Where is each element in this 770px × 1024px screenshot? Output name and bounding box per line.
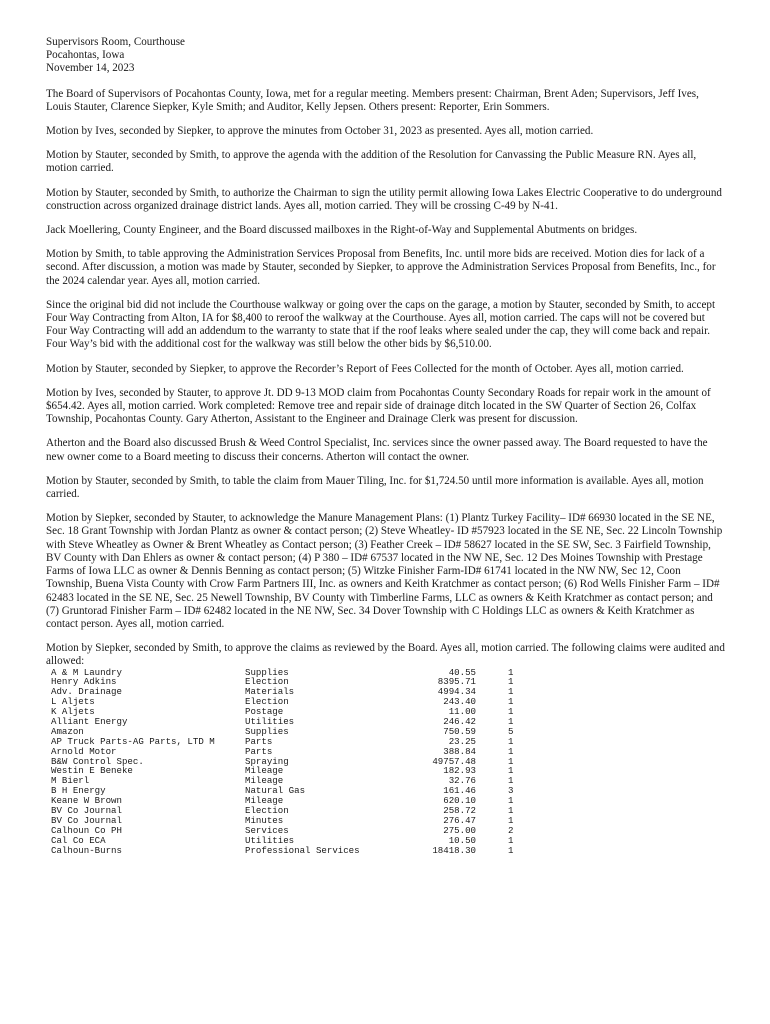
claim-vendor: Amazon xyxy=(51,725,84,737)
claim-count: 1 xyxy=(508,706,514,718)
table-row xyxy=(46,816,726,826)
paragraph-drainage-claim: Motion by Ives, seconded by Stauter, to approve Jt. DD 9-13 MOD claim from Pocahontas County Secondary Roads for repair work in the amount of $654.42. Ayes all, motion carried. Work completed: Remove tree and repair side of drainage ditch located in the SW Quarter of Section 26, Colfax Township, Pocahontas County. Gary Atherton, Assistant to the Engineer and Drainage Clerk was present for discussion. xyxy=(46,386,711,426)
claim-vendor: Adv. Drainage xyxy=(51,686,122,698)
paragraph-manure-plans: Motion by Siepker, seconded by Stauter, to acknowledge the Manure Management Plans: (1) Plantz Turkey Facility– ID# 66930 located in the SE NE, Sec. 18 Grant Township with Jordan Plantz as owner & contact person; (2) Steve Wheatley- ID #57923 located in the SE NE, Sec. 22 Lincoln Township with Steve Wheatley as Owner & Brent Wheatley as Contact person; (3) Feather Creek – ID# 58627 located in the SE SW, Sec. 3 Fairfield Township, BV County with Dan Ehlers as owner & contact person; (4) P 380 – ID# 67537 located in the NW NE, Sec. 12 Des Moines Township with Prestage Farms of Iowa LLC as owner & Dennis Benning as contact person; (5) Witzke Finisher Farm-ID# 61741 located in the NW NW, Sec 12, Coon Township, Buena Vista County with Crow Farm Partners III, Inc. as owners and Keith Kratchmer as contact person; (6) Rod Wells Finisher Farm – ID# 62483 located in the SE NE, Sec. 25 Newell Township, BV County with Timberline Farms, LLC as owners & Keith Kratchmer as contact person; and (7) Gruntorad Finisher Farm – ID# 62482 located in the NE NW, Sec. 34 Dover Township with C Holdings LLC as owners & Keith Kratchmer as contact person. Ayes all, motion carried. xyxy=(46,512,723,630)
claims-table xyxy=(46,668,726,856)
claim-vendor: Calhoun-Burns xyxy=(51,844,122,856)
table-row xyxy=(46,766,726,776)
claim-count: 1 xyxy=(508,814,514,826)
claim-vendor: AP Truck Parts-AG Parts, LTD M xyxy=(51,735,215,747)
table-row xyxy=(46,826,726,836)
claim-purpose: Professional Services xyxy=(245,844,360,856)
claim-vendor: B&W Control Spec. xyxy=(51,755,144,767)
claim-amount: 4994.34 xyxy=(437,686,476,698)
claim-amount: 243.40 xyxy=(443,696,476,708)
table-row xyxy=(46,836,726,846)
claim-purpose: Utilities xyxy=(245,834,295,846)
table-row xyxy=(46,757,726,767)
claim-count: 3 xyxy=(508,785,514,797)
claim-count: 2 xyxy=(508,824,514,836)
table-row xyxy=(46,846,726,856)
paragraph-utility-permit: Motion by Stauter, seconded by Smith, to authorize the Chairman to sign the utility permit allowing Iowa Lakes Electric Cooperative to do underground construction across organized drainage district lands. Ayes all, motion carried. They will be crossing C-49 by N-41. xyxy=(46,186,722,212)
paragraph-walkway-roof: Since the original bid did not include the Courthouse walkway or going over the caps on the garage, a motion by Stauter, seconded by Smith, to accept Four Way Contracting from Alton, IA for $8,400 to reroof the walkway at the Courthouse. Ayes all, motion carried. The caps will not be covered but Four Way Contracting will add an addendum to the warranty to state that if the roof leaks where sealed under the cap, they will come back and repair. Four Way’s bid with the additional cost for the walkway was still below the other bids by $6,510.00. xyxy=(46,298,716,351)
claim-vendor: Alliant Energy xyxy=(51,715,128,727)
claim-vendor: Cal Co ECA xyxy=(51,834,106,846)
claim-amount: 388.84 xyxy=(443,745,476,757)
paragraph-recorder-report: Motion by Stauter, seconded by Siepker, to approve the Recorder’s Report of Fees Collected for the month of October. Ayes all, motion carried. xyxy=(46,362,684,375)
claim-amount: 276.47 xyxy=(443,814,476,826)
claim-purpose: Minutes xyxy=(245,814,284,826)
claim-amount: 182.93 xyxy=(443,765,476,777)
claim-purpose: Utilities xyxy=(245,715,295,727)
claim-vendor: K Aljets xyxy=(51,706,95,718)
document-header xyxy=(46,36,726,76)
claim-vendor: Arnold Motor xyxy=(51,745,117,757)
claim-purpose: Mileage xyxy=(245,795,284,807)
table-row xyxy=(46,668,726,678)
claim-amount: 620.10 xyxy=(443,795,476,807)
meeting-date: November 14, 2023 xyxy=(46,62,135,75)
table-row xyxy=(46,677,726,687)
claim-amount: 23.25 xyxy=(448,735,476,747)
claim-amount: 11.00 xyxy=(448,706,476,718)
claim-count: 5 xyxy=(508,725,514,737)
table-row xyxy=(46,707,726,717)
claim-count: 1 xyxy=(508,775,514,787)
table-row xyxy=(46,687,726,697)
meeting-location: Supervisors Room, Courthouse xyxy=(46,36,185,48)
paragraph-attendance: The Board of Supervisors of Pocahontas County, Iowa, met for a regular meeting. Members present: Chairman, Brent Aden; Supervisors, Jeff Ives, Louis Stauter, Clarence Siepker, Kyle Smith; and Auditor, Kelly Jepsen. Others present: Reporter, Erin Sommers. xyxy=(46,87,699,113)
claim-count: 1 xyxy=(508,735,514,747)
table-row xyxy=(46,786,726,796)
claim-vendor: B H Energy xyxy=(51,785,106,797)
claim-amount: 8395.71 xyxy=(437,676,476,688)
table-row xyxy=(46,697,726,707)
claim-vendor: Keane W Brown xyxy=(51,795,122,807)
table-row xyxy=(46,776,726,786)
claim-amount: 18418.30 xyxy=(432,844,476,856)
claim-count: 1 xyxy=(508,686,514,698)
table-row xyxy=(46,717,726,727)
claim-purpose: Election xyxy=(245,696,289,708)
claim-count: 1 xyxy=(508,696,514,708)
claim-amount: 258.72 xyxy=(443,804,476,816)
paragraph-mauer-tiling: Motion by Stauter, seconded by Smith, to table the claim from Mauer Tiling, Inc. for $1,724.50 until more information is available. Ayes all, motion carried. xyxy=(46,474,704,501)
claim-purpose: Services xyxy=(245,824,289,836)
minutes-document xyxy=(46,36,726,855)
paragraph-agenda-approval: Motion by Stauter, seconded by Smith, to approve the agenda with the addition of the Resolution for Canvassing the Public Measure RN. Ayes all, motion carried. xyxy=(46,149,697,175)
paragraph-admin-services: Motion by Smith, to table approving the Administration Services Proposal from Benefits, Inc. until more bids are received. Motion dies for lack of a second. After discussion, a motion was made by Stauter, seconded by Siepker, to approve the Administration Services Proposal from Benefits, Inc., for the 2024 calendar year. Ayes all, motion carried. xyxy=(46,248,716,287)
claim-count: 1 xyxy=(508,795,514,807)
claim-purpose: Spraying xyxy=(245,755,289,767)
claim-purpose: Parts xyxy=(245,745,273,757)
claim-purpose: Materials xyxy=(245,686,295,698)
claim-count: 1 xyxy=(508,715,514,727)
claim-vendor: BV Co Journal xyxy=(51,814,122,826)
claim-purpose: Supplies xyxy=(245,725,289,737)
claim-count: 1 xyxy=(508,834,514,846)
claim-amount: 246.42 xyxy=(443,715,476,727)
table-row xyxy=(46,806,726,816)
claim-amount: 40.55 xyxy=(448,666,476,678)
claim-purpose: Mileage xyxy=(245,765,284,777)
claim-purpose: Supplies xyxy=(245,666,289,678)
claim-amount: 32.76 xyxy=(448,775,476,787)
claim-count: 1 xyxy=(508,755,514,767)
paragraph-brush-weed: Atherton and the Board also discussed Brush & Weed Control Specialist, Inc. services since the owner passed away. The Board requested to have the new owner come to a Board meeting to discuss their concerns. Atherton will contact the owner. xyxy=(46,437,708,463)
claim-purpose: Parts xyxy=(245,735,273,747)
meeting-city: Pocahontas, Iowa xyxy=(46,49,125,62)
claim-vendor: L Aljets xyxy=(51,696,95,708)
paragraph-claims-approval: Motion by Siepker, seconded by Smith, to approve the claims as reviewed by the Board. Ayes all, motion carried. The following claims were audited and allowed: xyxy=(46,642,725,668)
claim-count: 1 xyxy=(508,804,514,816)
claim-amount: 49757.48 xyxy=(432,755,476,767)
claim-count: 1 xyxy=(508,745,514,757)
paragraph-minutes-approval: Motion by Ives, seconded by Siepker, to approve the minutes from October 31, 2023 as presented. Ayes all, motion carried. xyxy=(46,125,594,138)
claim-vendor: Henry Adkins xyxy=(51,676,117,688)
claim-vendor: Calhoun Co PH xyxy=(51,824,122,836)
claim-purpose: Election xyxy=(245,676,289,688)
claim-vendor: Westin E Beneke xyxy=(51,765,133,777)
paragraph-mailboxes: Jack Moellering, County Engineer, and the Board discussed mailboxes in the Right-of-Way and Supplemental Abutments on bridges. xyxy=(46,224,638,237)
claim-amount: 275.00 xyxy=(443,824,476,836)
claim-amount: 750.59 xyxy=(443,725,476,737)
claim-vendor: M Bierl xyxy=(51,775,90,787)
claim-vendor: A & M Laundry xyxy=(51,666,122,678)
claim-purpose: Natural Gas xyxy=(245,785,306,797)
table-row xyxy=(46,796,726,806)
claim-purpose: Postage xyxy=(245,706,284,718)
claim-count: 1 xyxy=(508,676,514,688)
claim-count: 1 xyxy=(508,666,514,678)
table-row xyxy=(46,747,726,757)
table-row xyxy=(46,737,726,747)
claim-purpose: Mileage xyxy=(245,775,284,787)
claim-purpose: Election xyxy=(245,804,289,816)
claim-count: 1 xyxy=(508,844,514,856)
claim-amount: 10.50 xyxy=(448,834,476,846)
claim-count: 1 xyxy=(508,765,514,777)
claim-vendor: BV Co Journal xyxy=(51,804,122,816)
claim-amount: 161.46 xyxy=(443,785,476,797)
